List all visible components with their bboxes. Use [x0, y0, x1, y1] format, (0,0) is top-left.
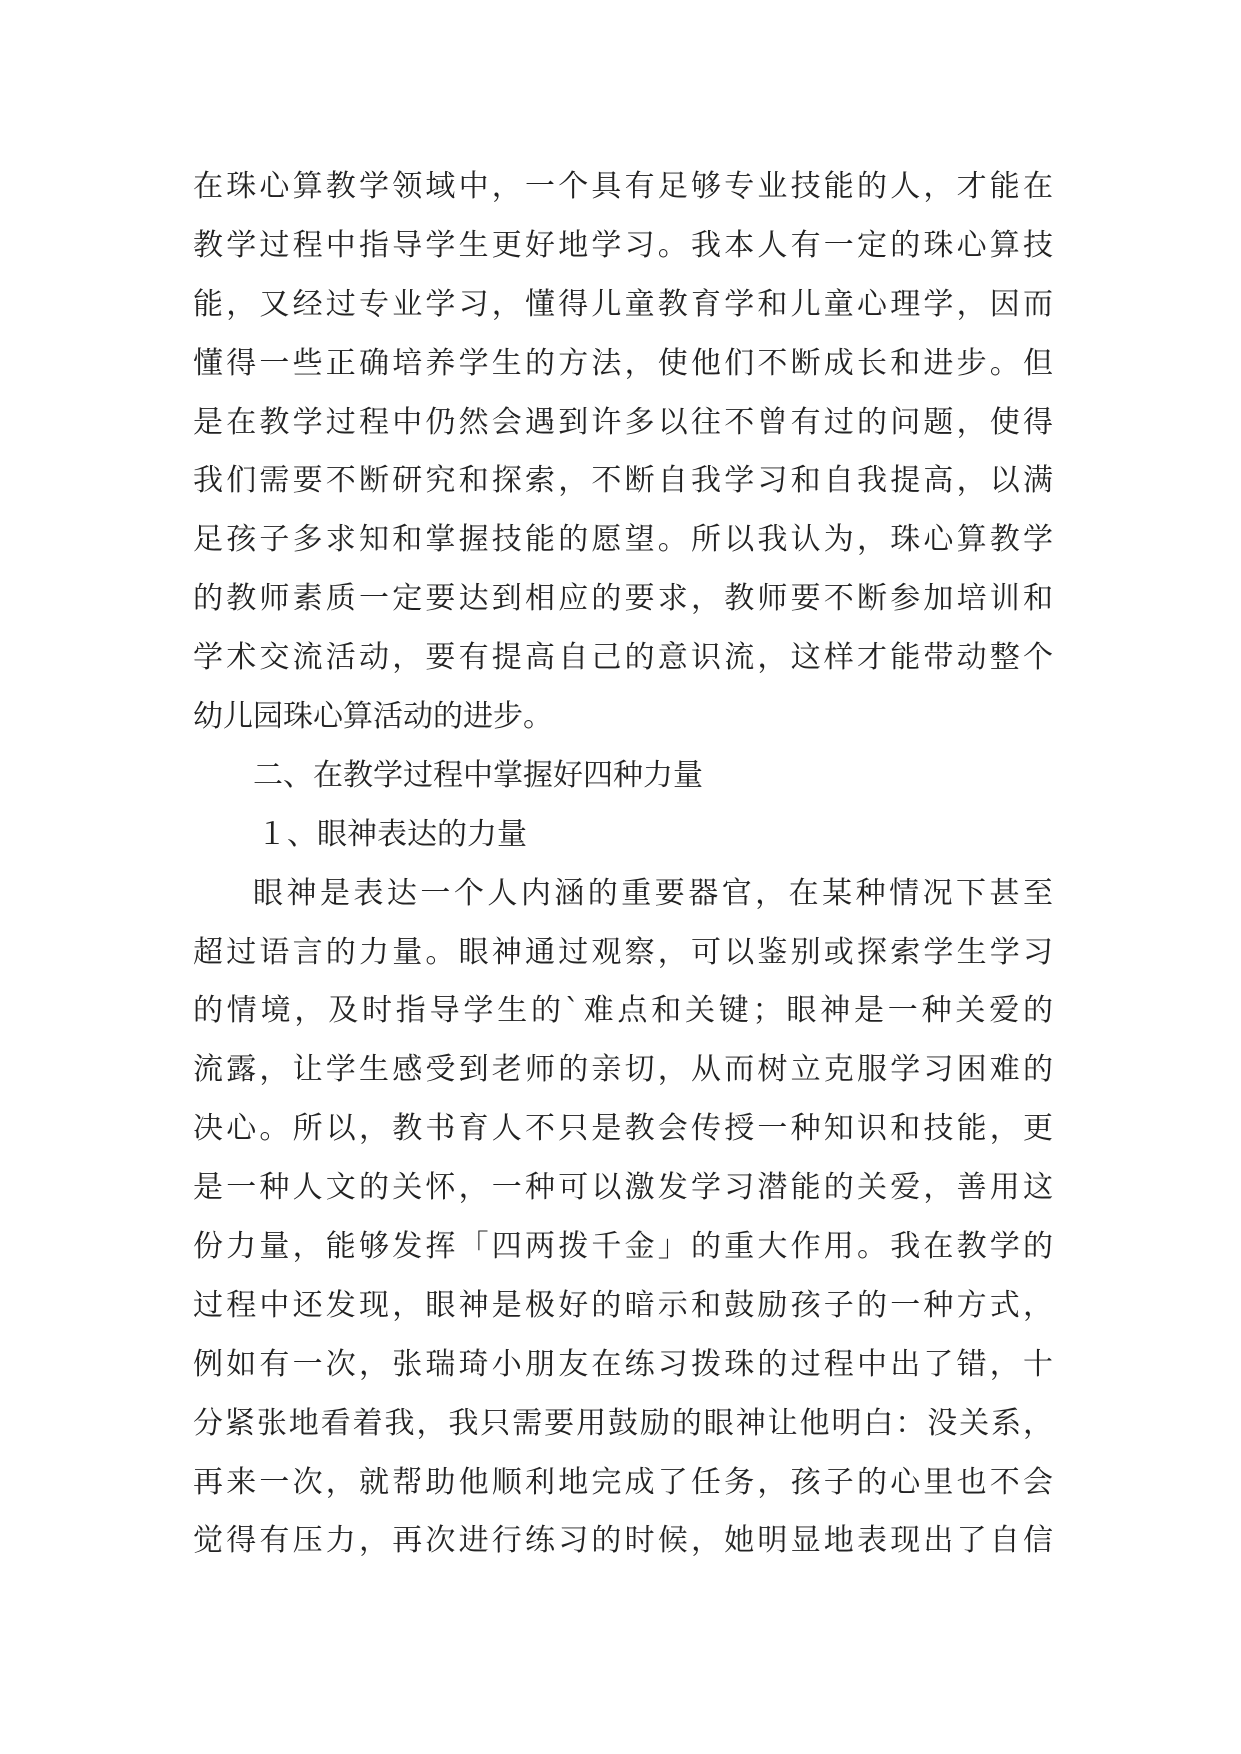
- paragraph-line: 例如有一次，张瑞琦小朋友在练习拨珠的过程中出了错，十: [193, 1346, 1053, 1382]
- paragraph-line: 懂得一些正确培养学生的方法，使他们不断成长和进步。但: [193, 345, 1053, 381]
- section-heading: 二、在教学过程中掌握好四种力量: [253, 757, 703, 793]
- paragraph-line: 决心。所以，教书育人不只是教会传授一种知识和技能，更: [193, 1111, 1053, 1147]
- paragraph-line: 觉得有压力，再次进行练习的时候，她明显地表现出了自信: [193, 1523, 1053, 1559]
- paragraph-line: 学术交流活动，要有提高自己的意识流，这样才能带动整个: [193, 640, 1053, 676]
- subsection-heading: １、眼神表达的力量: [257, 816, 527, 852]
- paragraph-line: 流露，让学生感受到老师的亲切，从而树立克服学习困难的: [193, 1052, 1053, 1088]
- paragraph-line: 我们需要不断研究和探索，不断自我学习和自我提高，以满: [193, 463, 1053, 499]
- paragraph-line: 的教师素质一定要达到相应的要求，教师要不断参加培训和: [193, 581, 1053, 617]
- paragraph-line: 幼儿园珠心算活动的进步。: [193, 699, 553, 735]
- paragraph-line: 超过语言的力量。眼神通过观察，可以鉴别或探索学生学习: [193, 934, 1053, 970]
- paragraph-line: 的情境，及时指导学生的`难点和关键；眼神是一种关爱的: [193, 993, 1053, 1029]
- paragraph-line: 过程中还发现，眼神是极好的暗示和鼓励孩子的一种方式，: [193, 1287, 1053, 1323]
- paragraph-line: 份力量，能够发挥「四两拨千金」的重大作用。我在教学的: [193, 1229, 1053, 1265]
- paragraph-line: 在珠心算教学领域中，一个具有足够专业技能的人，才能在: [193, 169, 1053, 204]
- paragraph-line: 眼神是表达一个人内涵的重要器官，在某种情况下甚至: [253, 875, 1053, 911]
- paragraph-line: 再来一次，就帮助他顺利地完成了任务，孩子的心里也不会: [193, 1464, 1053, 1500]
- paragraph-line: 是一种人文的关怀，一种可以激发学习潜能的关爱，善用这: [193, 1170, 1053, 1206]
- paragraph-line: 是在教学过程中仍然会遇到许多以往不曾有过的问题，使得: [193, 404, 1053, 440]
- paragraph-line: 分紧张地看着我，我只需要用鼓励的眼神让他明白：没关系，: [193, 1405, 1053, 1441]
- paragraph-line: 能，又经过专业学习，懂得儿童教育学和儿童心理学，因而: [193, 286, 1053, 322]
- document-body: [193, 158, 1053, 1571]
- paragraph-line: 足孩子多求知和掌握技能的愿望。所以我认为，珠心算教学: [193, 522, 1053, 558]
- paragraph-line: 教学过程中指导学生更好地学习。我本人有一定的珠心算技: [193, 227, 1053, 263]
